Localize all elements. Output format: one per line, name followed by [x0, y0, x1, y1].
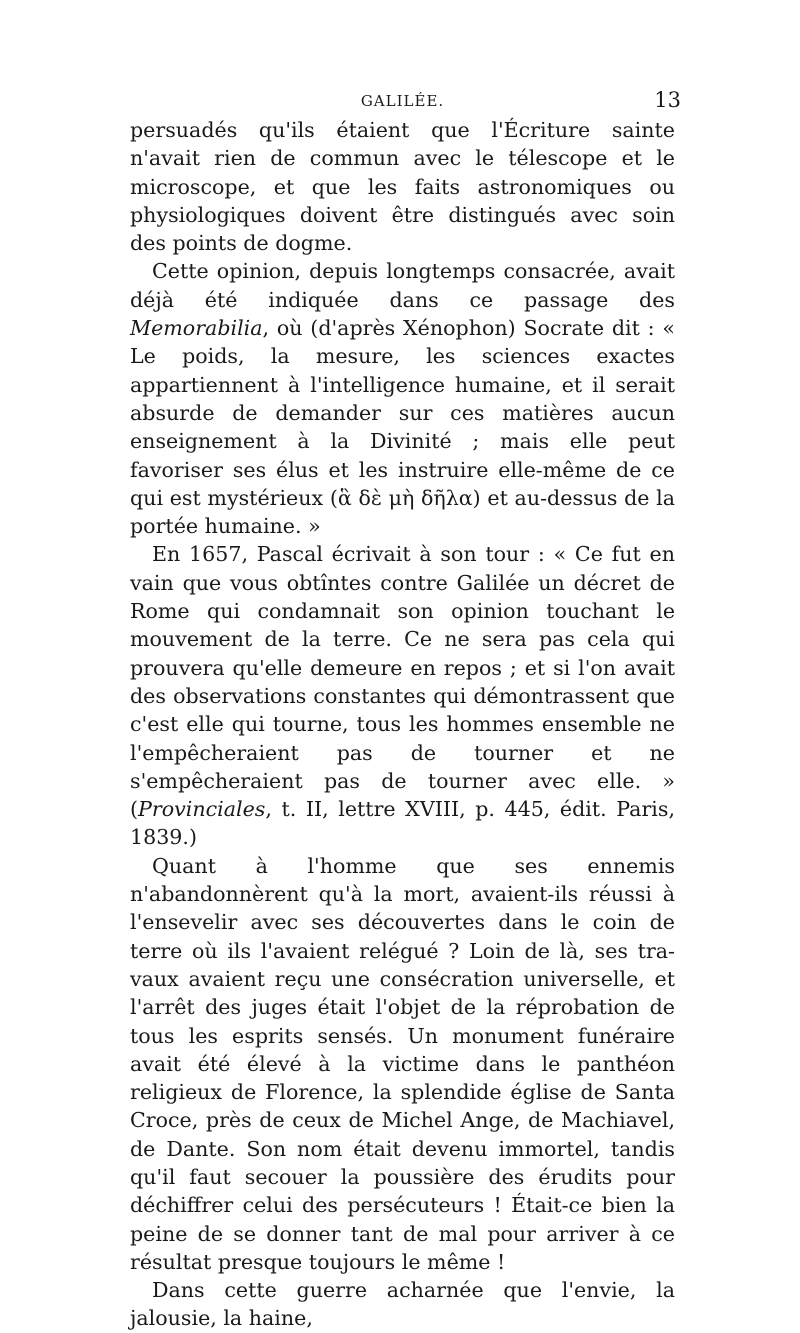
- body-text: [130, 116, 675, 1333]
- text-run: Quant à l'homme que ses ennemis n'abandonnèrent qu'à la mort, avaient-ils réussi à l'ensevelir avec ses découvertes dans le coin de terre où ils l'avaient relégué ? Loin de là, ses travaux avaient reçu une consécration universelle, et l'arrêt des juges était l'objet de la réprobation de tous les esprits sensés. Un monument funéraire avait été élevé à la victime dans le panthéon religieux de Florence, la splendide église de Santa Croce, près de ceux de Michel Ange, de Machiavel, de Dante. Son nom était devenu immortel, tandis qu'il faut secouer la poussière des érudits pour déchiffrer celui des persécuteurs ! Était-ce bien la peine de se donner tant de mal pour arriver à ce résultat presque toujours le même !: [130, 853, 675, 1274]
- paragraph-4: [130, 852, 675, 1276]
- page-number: 13: [654, 88, 681, 112]
- book-page: [130, 88, 681, 1333]
- text-run: Dans cette guerre acharnée que l'envie, la jalousie, la haine,: [130, 1278, 675, 1331]
- text-run: Cette opinion, depuis longtemps consacrée, avait déjà été indiquée dans ce passage des: [130, 259, 675, 312]
- text-run: persuadés qu'ils étaient que l'Écriture sainte n'avait rien de commun avec le télescope et le microscope, et que les faits astronomiques ou physiologiques doivent être distingués avec soin des points de dogme.: [130, 118, 675, 256]
- text-run: En 1657, Pascal écrivait à son tour : « Ce fut en vain que vous obtîntes contre Galilée un décret de Rome qui condamnait son opinion touchant le mouvement de la terre. Ce ne sera pas cela qui prouvera qu'elle demeure en repos ; et si l'on avait des observations constantes qui démontrassent que c'est elle qui tourne, tous les hommes ensemble ne l'empêcheraient pas de tourner et ne s'empêcheraient pas de tourner avec elle. » (: [130, 542, 675, 822]
- text-run: , où (d'après Xénophon) Socrate dit : « Le poids, la mesure, les sciences exactes appartiennent à l'intelligence humaine, et il serait absurde de demander sur ces matières aucun enseignement à la Divinité ; mais elle peut favoriser ses élus et les instruire elle-même de ce qui est mystérieux (ἃ δὲ μὴ δῆλα) et au-dessus de la portée humaine. »: [130, 316, 675, 539]
- italic-title: Memorabilia: [130, 316, 263, 341]
- paragraph-1: [130, 116, 675, 257]
- paragraph-3: [130, 540, 675, 851]
- page-header: [130, 88, 681, 116]
- running-title: GALILÉE.: [360, 92, 445, 110]
- text-run: , t. II, lettre XVIII, p. 445, édit. Paris, 1839.): [130, 797, 675, 850]
- paragraph-2: [130, 257, 675, 540]
- paragraph-5: [130, 1276, 675, 1333]
- italic-title: Provinciales: [138, 797, 266, 822]
